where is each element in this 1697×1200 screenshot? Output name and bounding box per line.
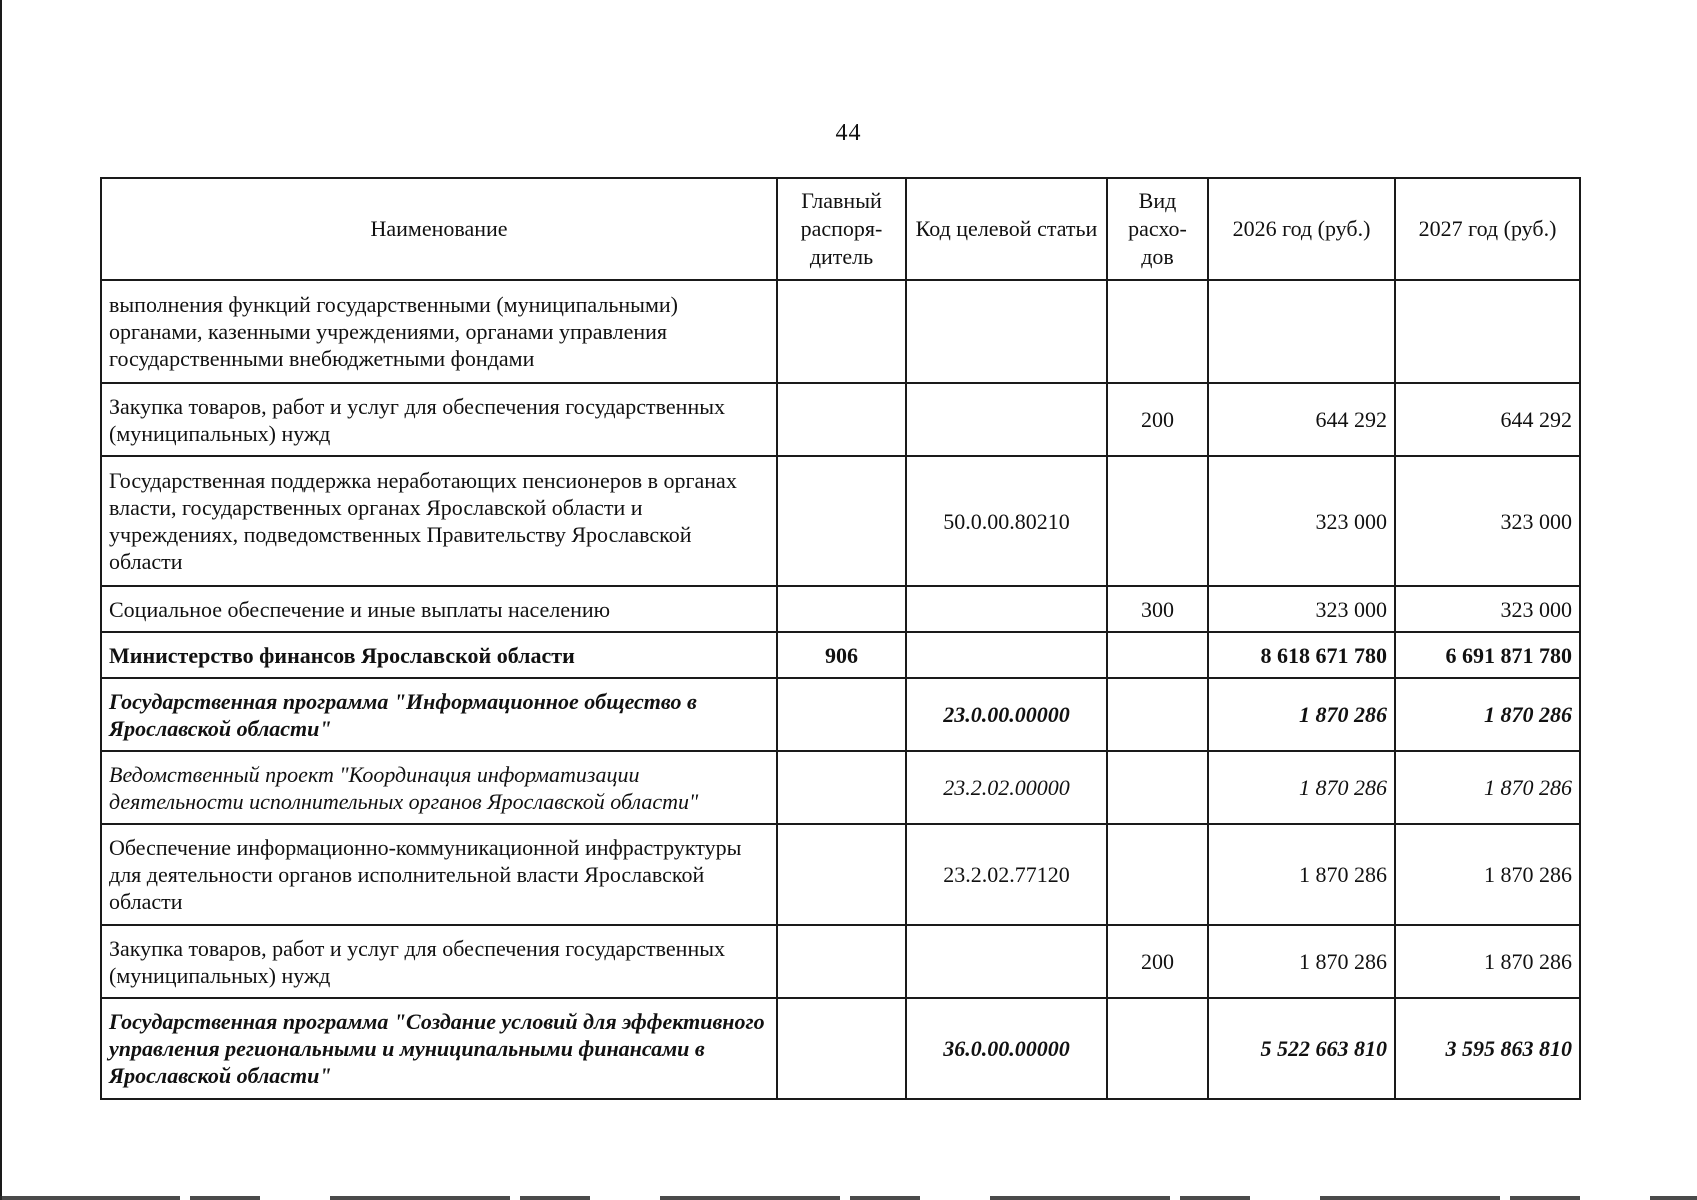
row-name: Закупка товаров, работ и услуг для обеспечения государственных (муниципальных) нужд (101, 383, 777, 456)
row-target-code (906, 632, 1107, 678)
table-row (101, 280, 1580, 383)
header-name: Наименование (101, 178, 777, 280)
table-row (101, 998, 1580, 1099)
table-row (101, 586, 1580, 632)
table-row (101, 678, 1580, 751)
row-name: Ведомственный проект "Координация информатизации деятельности исполнительных органов Ярославской области" (101, 751, 777, 824)
row-target-code (906, 383, 1107, 456)
row-expense-type (1107, 998, 1208, 1099)
row-name: выполнения функций государственными (муниципальными) органами, казенными учреждениями, органами управления государственными внебюджетными фондами (101, 280, 777, 383)
row-main-manager (777, 280, 906, 383)
row-amount-2027: 1 870 286 (1395, 925, 1580, 998)
row-expense-type (1107, 678, 1208, 751)
page-number: 44 (835, 120, 862, 146)
row-target-code: 36.0.00.00000 (906, 998, 1107, 1099)
row-name: Закупка товаров, работ и услуг для обеспечения государственных (муниципальных) нужд (101, 925, 777, 998)
table-row (101, 456, 1580, 586)
row-amount-2027: 323 000 (1395, 456, 1580, 586)
table-header-row (101, 178, 1580, 280)
row-expense-type (1107, 751, 1208, 824)
row-target-code (906, 280, 1107, 383)
row-name: Государственная программа "Информационное общество в Ярославской области" (101, 678, 777, 751)
row-expense-type: 200 (1107, 383, 1208, 456)
row-expense-type (1107, 456, 1208, 586)
row-expense-type (1107, 824, 1208, 925)
header-target-code: Код целевой статьи (906, 178, 1107, 280)
row-amount-2026: 644 292 (1208, 383, 1395, 456)
row-name: Министерство финансов Ярославской области (101, 632, 777, 678)
row-expense-type: 200 (1107, 925, 1208, 998)
header-expense-type: Вид расхо-дов (1107, 178, 1208, 280)
row-main-manager (777, 824, 906, 925)
row-expense-type (1107, 280, 1208, 383)
header-main-manager: Главный распоря-дитель (777, 178, 906, 280)
row-main-manager (777, 586, 906, 632)
page-edge (0, 0, 2, 1200)
row-name: Государственная программа "Создание условий для эффективного управления региональными и муниципальными финансами в Ярославской области" (101, 998, 777, 1099)
row-target-code: 23.2.02.00000 (906, 751, 1107, 824)
row-amount-2026: 8 618 671 780 (1208, 632, 1395, 678)
row-target-code: 23.0.00.00000 (906, 678, 1107, 751)
table-row (101, 824, 1580, 925)
row-main-manager: 906 (777, 632, 906, 678)
row-name: Социальное обеспечение и иные выплаты населению (101, 586, 777, 632)
row-name: Обеспечение информационно-коммуникационной инфраструктуры для деятельности органов исполнительной власти Ярославской области (101, 824, 777, 925)
table-row (101, 925, 1580, 998)
row-amount-2026: 5 522 663 810 (1208, 998, 1395, 1099)
row-amount-2026: 1 870 286 (1208, 751, 1395, 824)
row-main-manager (777, 751, 906, 824)
row-target-code (906, 925, 1107, 998)
row-amount-2027 (1395, 280, 1580, 383)
row-amount-2027: 323 000 (1395, 586, 1580, 632)
row-amount-2026: 1 870 286 (1208, 925, 1395, 998)
row-amount-2027: 1 870 286 (1395, 751, 1580, 824)
row-target-code (906, 586, 1107, 632)
row-amount-2027: 3 595 863 810 (1395, 998, 1580, 1099)
row-amount-2026: 1 870 286 (1208, 678, 1395, 751)
row-expense-type (1107, 632, 1208, 678)
row-main-manager (777, 456, 906, 586)
table-row (101, 751, 1580, 824)
header-year-2026: 2026 год (руб.) (1208, 178, 1395, 280)
table-row (101, 383, 1580, 456)
row-main-manager (777, 998, 906, 1099)
row-amount-2027: 1 870 286 (1395, 678, 1580, 751)
row-name: Государственная поддержка неработающих пенсионеров в органах власти, государственных органах Ярославской области и учреждениях, подведомственных Правительству Ярославской области (101, 456, 777, 586)
table-row (101, 632, 1580, 678)
row-target-code: 23.2.02.77120 (906, 824, 1107, 925)
row-amount-2027: 1 870 286 (1395, 824, 1580, 925)
row-amount-2026: 323 000 (1208, 456, 1395, 586)
row-target-code: 50.0.00.80210 (906, 456, 1107, 586)
row-amount-2027: 6 691 871 780 (1395, 632, 1580, 678)
row-amount-2026: 323 000 (1208, 586, 1395, 632)
row-amount-2027: 644 292 (1395, 383, 1580, 456)
row-expense-type: 300 (1107, 586, 1208, 632)
row-main-manager (777, 383, 906, 456)
row-main-manager (777, 678, 906, 751)
row-main-manager (777, 925, 906, 998)
row-amount-2026 (1208, 280, 1395, 383)
row-amount-2026: 1 870 286 (1208, 824, 1395, 925)
scan-edge-artifact (0, 1196, 1697, 1200)
budget-table (100, 177, 1581, 1100)
header-year-2027: 2027 год (руб.) (1395, 178, 1580, 280)
